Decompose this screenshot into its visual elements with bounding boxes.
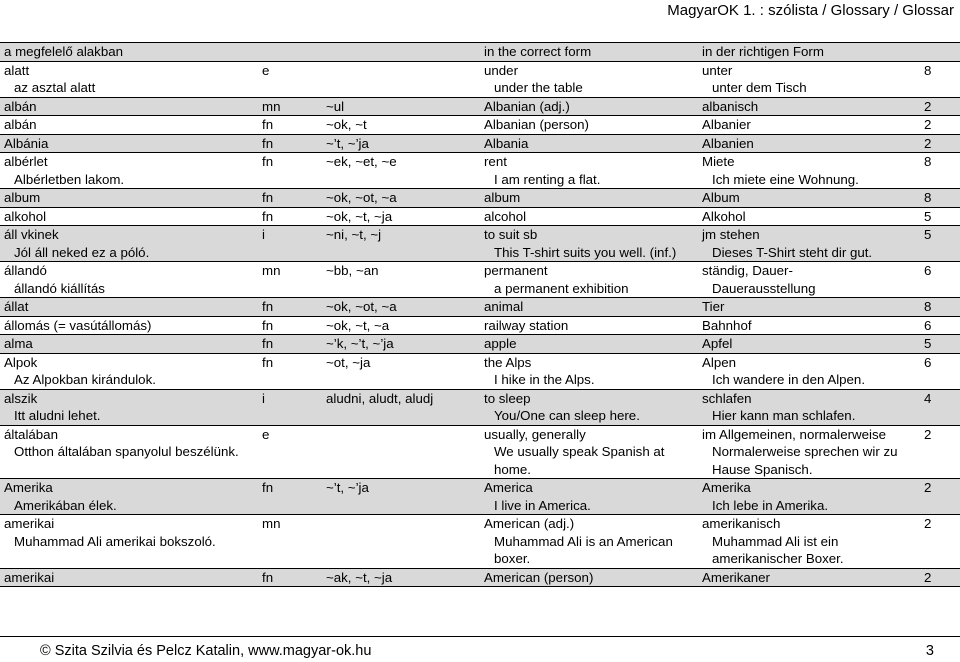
hungarian-example: Albérletben lakom. [14,171,125,187]
german-example: Ich miete eine Wohnung. [712,171,859,187]
part-of-speech-term: e [262,62,270,78]
english-cell [480,226,698,262]
hungarian-cell [0,97,258,116]
part-of-speech-term: fn [262,299,274,314]
hungarian-cell [0,298,258,317]
english-term: America [484,480,533,495]
english-term: to suit sb [484,227,538,242]
chapter-term: 2 [924,480,932,495]
english-example: You/One can sleep here. [494,408,640,423]
table-row [0,134,960,153]
chapter-cell [920,61,960,97]
german-term: ständig, Dauer- [702,263,793,278]
english-example: We usually speak Spanish at home. [494,444,665,477]
forms-term: ~ot, ~ja [326,354,371,370]
forms-term: ~ak, ~t, ~ja [326,569,393,585]
table-row [0,389,960,425]
hungarian-term: albérlet [4,154,48,169]
german-term: Amerikaner [702,569,770,585]
german-term: Amerika [702,480,751,495]
forms-cell [322,116,480,135]
chapter-cell [920,479,960,515]
german-cell [698,568,920,587]
forms-cell [322,153,480,189]
forms-term: ~ok, ~t [326,117,367,132]
hungarian-cell [0,316,258,335]
table-row [0,153,960,189]
chapter-cell [920,298,960,317]
forms-term: ~’t, ~’ja [326,480,369,495]
footer-copyright: © Szita Szilvia és Pelcz Katalin, www.magyar-ok.hu [40,643,372,659]
table-row [0,43,960,62]
table-row [0,207,960,226]
english-cell [480,298,698,317]
part-of-speech-cell [258,298,322,317]
forms-cell [322,262,480,298]
part-of-speech-term: fn [262,117,274,132]
hungarian-term: állandó [4,263,47,278]
english-cell [480,316,698,335]
german-example: unter dem Tisch [712,80,807,95]
forms-term: ~ok, ~ot, ~a [326,299,397,314]
english-example: I hike in the Alps. [494,372,595,387]
hungarian-term: állat [4,299,29,314]
glossary-body [0,43,960,587]
table-row [0,298,960,317]
hungarian-cell [0,134,258,153]
forms-cell [322,335,480,354]
part-of-speech-term: fn [262,354,274,370]
english-term: permanent [484,263,548,278]
hungarian-cell [0,226,258,262]
hungarian-term: album [4,190,41,205]
table-row [0,226,960,262]
hungarian-example: állandó kiállítás [14,280,105,296]
part-of-speech-cell [258,226,322,262]
table-row [0,479,960,515]
english-term: Albanian (adj.) [484,98,570,114]
hungarian-term: albán [4,98,37,114]
hungarian-cell [0,335,258,354]
part-of-speech-cell [258,479,322,515]
german-cell [698,479,920,515]
english-term: rent [484,154,507,169]
part-of-speech-term: e [262,426,270,442]
chapter-cell [920,568,960,587]
german-example: Muhammad Ali ist ein amerikanischer Boxer. [712,533,844,566]
forms-cell [322,134,480,153]
german-term: Alpen [702,354,737,370]
german-term: schlafen [702,390,752,406]
hungarian-cell [0,116,258,135]
english-cell [480,61,698,97]
english-example: Muhammad Ali is an American boxer. [494,533,673,566]
chapter-term: 6 [924,354,932,370]
hungarian-term: alatt [4,62,30,78]
table-row [0,568,960,587]
chapter-term: 8 [924,62,932,78]
table-row [0,515,960,569]
english-term: album [484,190,521,205]
part-of-speech-cell [258,425,322,479]
forms-term: ~ul [326,98,345,114]
german-term: Apfel [702,336,733,351]
chapter-cell [920,207,960,226]
hungarian-term: amerikai [4,516,55,531]
hungarian-term: állomás (= vasútállomás) [4,317,152,333]
part-of-speech-cell [258,61,322,97]
page-number: 3 [925,643,934,659]
table-row [0,316,960,335]
chapter-cell [920,316,960,335]
part-of-speech-cell [258,116,322,135]
english-cell [480,189,698,208]
chapter-cell [920,515,960,569]
table-row [0,189,960,208]
hungarian-term: alma [4,336,33,351]
german-term: Alkohol [702,208,746,224]
german-example: Normalerweise sprechen wir zu Hause Spanisch. [712,444,898,477]
hungarian-cell [0,262,258,298]
chapter-term: 6 [924,317,932,333]
part-of-speech-term: fn [262,569,274,585]
forms-cell [322,207,480,226]
chapter-cell [920,389,960,425]
hungarian-cell [0,479,258,515]
part-of-speech-cell [258,43,322,62]
part-of-speech-cell [258,153,322,189]
hungarian-example: Itt aludni lehet. [14,408,101,423]
chapter-term: 5 [924,336,932,351]
english-cell [480,116,698,135]
part-of-speech-cell [258,335,322,354]
german-cell [698,189,920,208]
german-cell [698,335,920,354]
table-row [0,262,960,298]
hungarian-cell [0,425,258,479]
german-cell [698,353,920,389]
english-term: Albanian (person) [484,117,589,132]
hungarian-example: Muhammad Ali amerikai bokszoló. [14,533,216,549]
table-row [0,425,960,479]
english-example: I am renting a flat. [494,171,601,187]
chapter-cell [920,97,960,116]
english-cell [480,353,698,389]
chapter-cell [920,134,960,153]
forms-cell [322,97,480,116]
english-cell [480,134,698,153]
forms-term: ~’t, ~’ja [326,135,369,151]
english-term: alcohol [484,208,527,224]
part-of-speech-term: mn [262,516,281,531]
chapter-term: 8 [924,154,932,169]
hungarian-term: alszik [4,390,38,406]
english-term: in the correct form [484,44,592,59]
forms-cell [322,298,480,317]
chapter-term: 2 [924,135,932,151]
german-cell [698,316,920,335]
table-row [0,61,960,97]
english-term: the Alps [484,354,532,370]
hungarian-term: általában [4,426,58,442]
german-term: jm stehen [702,227,760,242]
chapter-term: 2 [924,117,932,132]
german-cell [698,97,920,116]
hungarian-term: amerikai [4,569,55,585]
german-term: albanisch [702,98,759,114]
hungarian-example: Jól áll neked ez a póló. [14,244,150,260]
german-cell [698,226,920,262]
page-header-title: MagyarOK 1. : szólista / Glossary / Glossar [667,2,954,19]
hungarian-term: áll vkinek [4,227,59,242]
chapter-term: 5 [924,208,932,224]
part-of-speech-term: fn [262,154,274,169]
german-term: Albanien [702,135,754,151]
part-of-speech-term: fn [262,317,274,333]
english-term: American (adj.) [484,516,575,531]
forms-cell [322,389,480,425]
part-of-speech-term: fn [262,208,274,224]
part-of-speech-cell [258,353,322,389]
part-of-speech-term: fn [262,135,274,151]
hungarian-cell [0,189,258,208]
german-cell [698,515,920,569]
hungarian-cell [0,207,258,226]
hungarian-term: a megfelelő alakban [4,44,124,59]
part-of-speech-cell [258,207,322,226]
chapter-cell [920,335,960,354]
hungarian-cell [0,353,258,389]
hungarian-example: Otthon általában spanyolul beszélünk. [14,444,239,459]
german-cell [698,262,920,298]
forms-cell [322,353,480,389]
english-term: apple [484,336,517,351]
hungarian-cell [0,389,258,425]
english-term: usually, generally [484,426,586,442]
table-row [0,353,960,389]
forms-cell [322,189,480,208]
english-cell [480,97,698,116]
english-cell [480,207,698,226]
german-term: Album [702,190,740,205]
chapter-cell [920,226,960,262]
english-example: This T-shirt suits you well. (inf.) [494,244,677,260]
german-cell [698,116,920,135]
forms-cell [322,568,480,587]
hungarian-cell [0,43,258,62]
forms-term: ~ni, ~t, ~j [326,227,382,242]
english-example: I live in America. [494,497,591,513]
part-of-speech-cell [258,262,322,298]
chapter-term: 8 [924,299,932,314]
part-of-speech-term: fn [262,336,274,351]
english-cell [480,389,698,425]
chapter-term: 2 [924,98,932,114]
chapter-cell [920,153,960,189]
german-term: Miete [702,154,735,169]
german-cell [698,207,920,226]
part-of-speech-cell [258,389,322,425]
hungarian-term: Amerika [4,480,53,495]
german-cell [698,153,920,189]
page-footer [0,636,960,662]
english-cell [480,262,698,298]
german-cell [698,425,920,479]
english-cell [480,153,698,189]
english-term: Albania [484,135,529,151]
chapter-cell [920,43,960,62]
german-cell [698,389,920,425]
part-of-speech-term: fn [262,190,274,205]
chapter-cell [920,189,960,208]
german-cell [698,298,920,317]
chapter-cell [920,116,960,135]
english-cell [480,568,698,587]
chapter-cell [920,262,960,298]
part-of-speech-cell [258,134,322,153]
part-of-speech-cell [258,97,322,116]
part-of-speech-term: mn [262,98,281,114]
hungarian-term: alkohol [4,208,47,224]
german-term: unter [702,62,733,78]
english-example: under the table [494,80,583,95]
english-cell [480,425,698,479]
english-term: animal [484,299,524,314]
forms-term: aludni, aludt, aludj [326,390,434,406]
english-term: railway station [484,317,569,333]
hungarian-cell [0,153,258,189]
english-term: American (person) [484,569,594,585]
part-of-speech-term: fn [262,480,274,495]
chapter-cell [920,353,960,389]
english-term: to sleep [484,390,531,406]
forms-term: ~ok, ~t, ~ja [326,208,393,224]
german-term: Tier [702,299,725,314]
hungarian-term: Alpok [4,354,38,370]
forms-cell [322,226,480,262]
english-example: a permanent exhibition [494,280,629,296]
part-of-speech-term: i [262,227,265,242]
hungarian-cell [0,568,258,587]
german-example: Ich wandere in den Alpen. [712,372,866,387]
forms-term: ~ek, ~et, ~e [326,154,397,169]
table-row [0,335,960,354]
table-row [0,97,960,116]
hungarian-term: albán [4,117,37,132]
german-cell [698,43,920,62]
english-cell [480,515,698,569]
chapter-term: 8 [924,190,932,205]
glossary-table [0,42,960,587]
forms-term: ~ok, ~t, ~a [326,317,390,333]
hungarian-example: Amerikában élek. [14,497,117,513]
hungarian-example: Az Alpokban kirándulok. [14,372,156,387]
hungarian-cell [0,515,258,569]
chapter-term: 6 [924,263,932,278]
german-term: amerikanisch [702,516,781,531]
forms-term: ~’k, ~’t, ~’ja [326,336,394,351]
german-example: Hier kann man schlafen. [712,408,856,423]
forms-term: ~ok, ~ot, ~a [326,190,397,205]
german-term: Bahnhof [702,317,752,333]
forms-term: ~bb, ~an [326,263,379,278]
german-example: Dieses T-Shirt steht dir gut. [712,244,873,260]
hungarian-term: Albánia [4,135,49,151]
german-cell [698,134,920,153]
chapter-term: 2 [924,426,932,442]
part-of-speech-term: i [262,390,265,406]
table-row [0,116,960,135]
german-cell [698,61,920,97]
german-term: in der richtigen Form [702,44,824,59]
forms-cell [322,43,480,62]
part-of-speech-cell [258,189,322,208]
english-cell [480,43,698,62]
german-term: im Allgemeinen, normalerweise [702,426,887,442]
hungarian-cell [0,61,258,97]
part-of-speech-cell [258,316,322,335]
english-term: under [484,62,519,78]
german-term: Albanier [702,117,751,132]
chapter-term: 2 [924,569,932,585]
chapter-term: 4 [924,390,932,406]
chapter-cell [920,425,960,479]
hungarian-example: az asztal alatt [14,80,96,95]
forms-cell [322,61,480,97]
forms-cell [322,425,480,479]
forms-cell [322,479,480,515]
english-cell [480,479,698,515]
german-example: Dauerausstellung [712,280,816,296]
chapter-term: 2 [924,516,932,531]
forms-cell [322,515,480,569]
german-example: Ich lebe in Amerika. [712,497,829,513]
part-of-speech-term: mn [262,263,281,278]
forms-cell [322,316,480,335]
part-of-speech-cell [258,515,322,569]
english-cell [480,335,698,354]
chapter-term: 5 [924,227,932,242]
part-of-speech-cell [258,568,322,587]
